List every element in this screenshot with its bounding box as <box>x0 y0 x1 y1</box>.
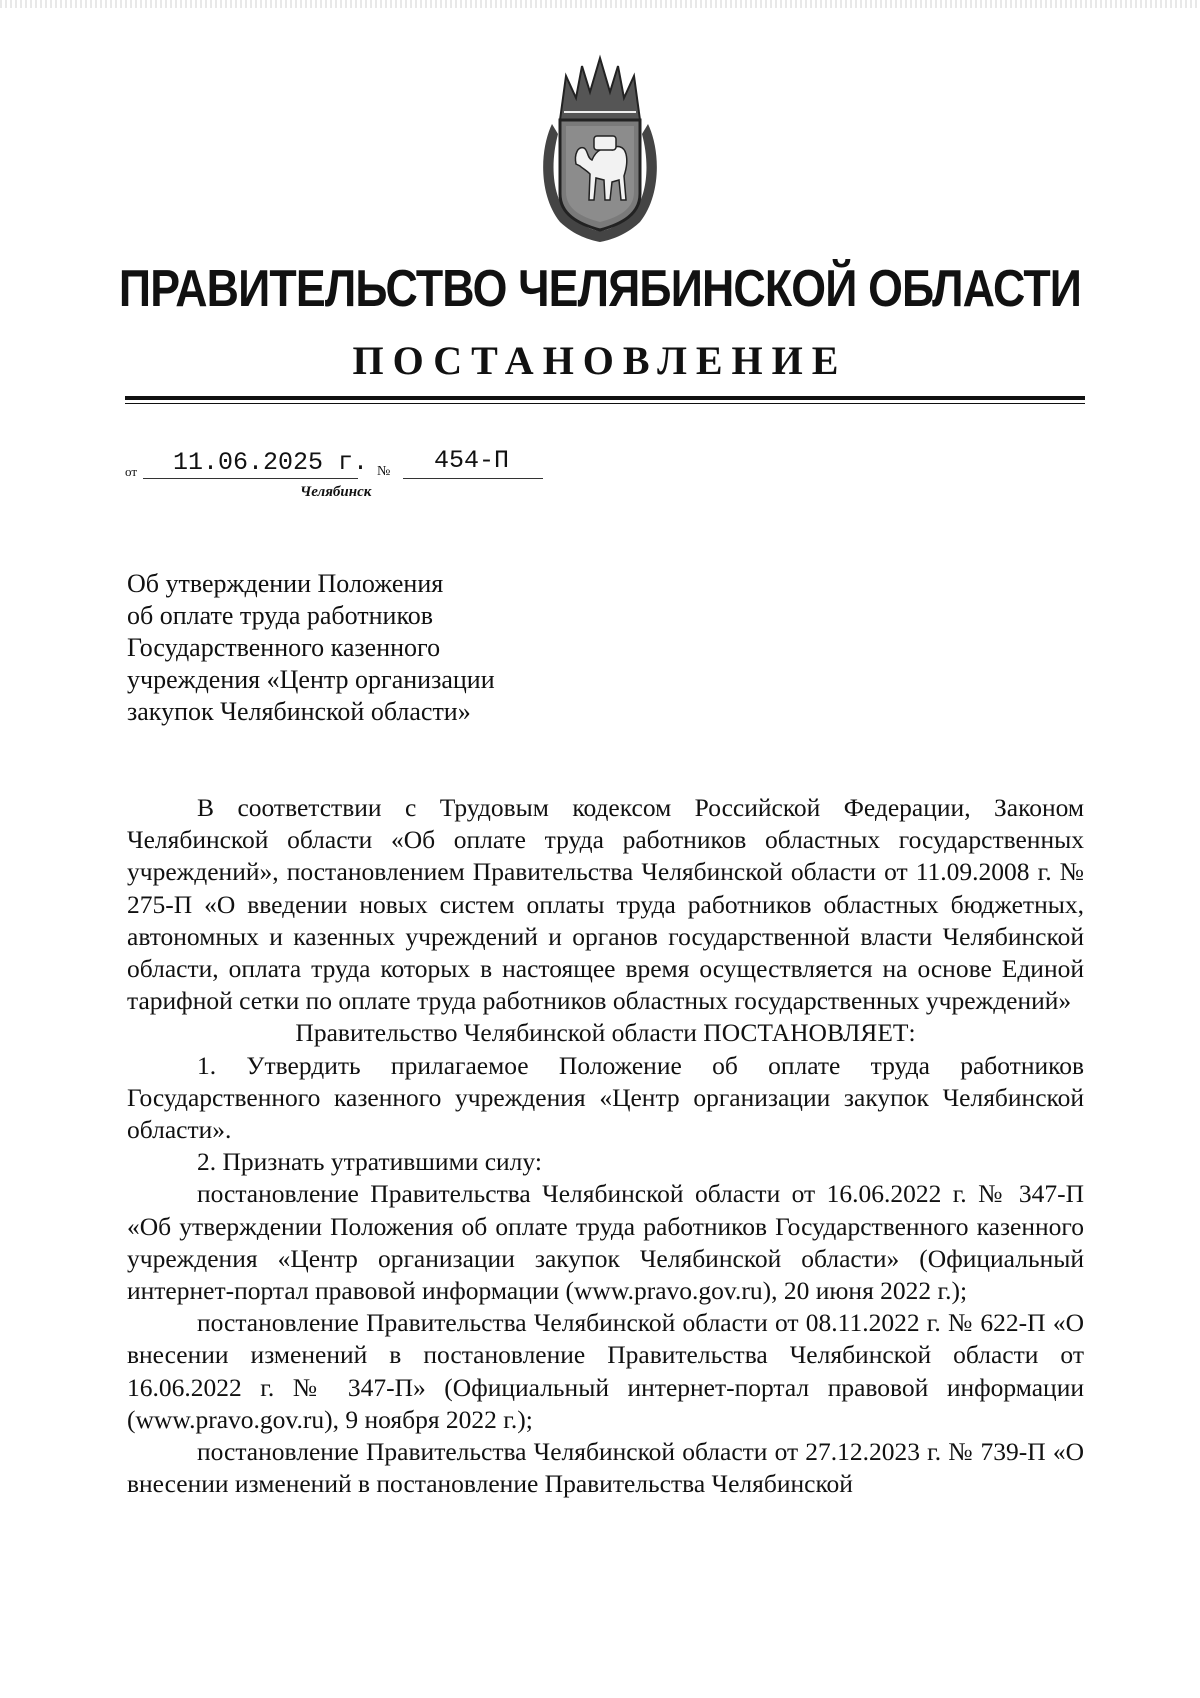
clause-paragraph: 2. Признать утратившими силу: <box>197 1147 542 1177</box>
date-number-block <box>125 440 585 500</box>
preamble-paragraph: В соответствии с Трудовым кодексом Российской Федерации, Законом Челябинской области «Об оплате труда работников областных государственных учреждений», постановлением Правительства Челябинской области от 11.09.2008 г. № 275-П «О введении новых систем оплаты труда работников областных бюджетных, автономных и казенных учреждений и органов государственной власти Челябинской области, оплата труда которых в настоящее время осуществляется на основе Единой тарифной сетки по оплате труда работников областных государственных учреждений» <box>127 793 1084 1016</box>
crown <box>560 58 640 120</box>
subject-line: Государственного казенного <box>127 633 441 662</box>
city-name: Челябинск <box>300 484 372 500</box>
clause-paragraph: 1. Утвердить прилагаемое Положение об оплате труда работников Государственного казенного учреждения «Центр организации закупок Челябинской области». <box>127 1050 1084 1145</box>
scan-edge-noise <box>0 0 1200 8</box>
document-body <box>127 792 1084 1500</box>
header-rule-thin <box>125 403 1085 404</box>
coat-of-arms-emblem <box>530 54 670 244</box>
subject-line: закупок Челябинской области» <box>127 697 471 726</box>
document-subject <box>127 568 539 728</box>
subject-line: учреждения «Центр организации <box>127 665 495 694</box>
date-underline <box>143 478 358 479</box>
header-rule-thick <box>125 396 1085 400</box>
government-title: ПРАВИТЕЛЬСТВО ЧЕЛЯБИНСКОЙ ОБЛАСТИ <box>118 260 1082 318</box>
document-date: 11.06.2025 г. <box>173 448 369 477</box>
subject-line: Об утверждении Положения <box>127 569 444 598</box>
subject-line: об оплате труда работников <box>127 601 434 630</box>
resolution-heading: Правительство Челябинской области ПОСТАНОВЛЯЕТ: <box>295 1018 916 1048</box>
number-label: № <box>377 464 391 479</box>
repealed-act-paragraph: постановление Правительства Челябинской области от 16.06.2022 г. № 347-П «Об утверждении Положения об оплате труда работников Государственного казенного учреждения «Центр организации закупок Челябинской области» (Официальный интернет-портал правовой информации (www.pravo.gov.ru), 20 июня 2022 г.); <box>127 1179 1084 1306</box>
repealed-act-paragraph: постановление Правительства Челябинской области от 27.12.2023 г. № 739-П «О внесении изменений в постановление Правительства Челябинской <box>127 1437 1084 1499</box>
document-number: 454-П <box>434 446 510 475</box>
repealed-act-paragraph: постановление Правительства Челябинской области от 08.11.2022 г. № 622-П «О внесении изменений в постановление Правительства Челябинской области от 16.06.2022 г. № 347-П» (Официальный интернет-портал правовой информации (www.pravo.gov.ru), 9 ноября 2022 г.); <box>127 1308 1084 1434</box>
number-underline <box>403 478 543 479</box>
from-label: от <box>125 464 138 479</box>
document-type-title: ПОСТАНОВЛЕНИЕ <box>352 338 848 383</box>
